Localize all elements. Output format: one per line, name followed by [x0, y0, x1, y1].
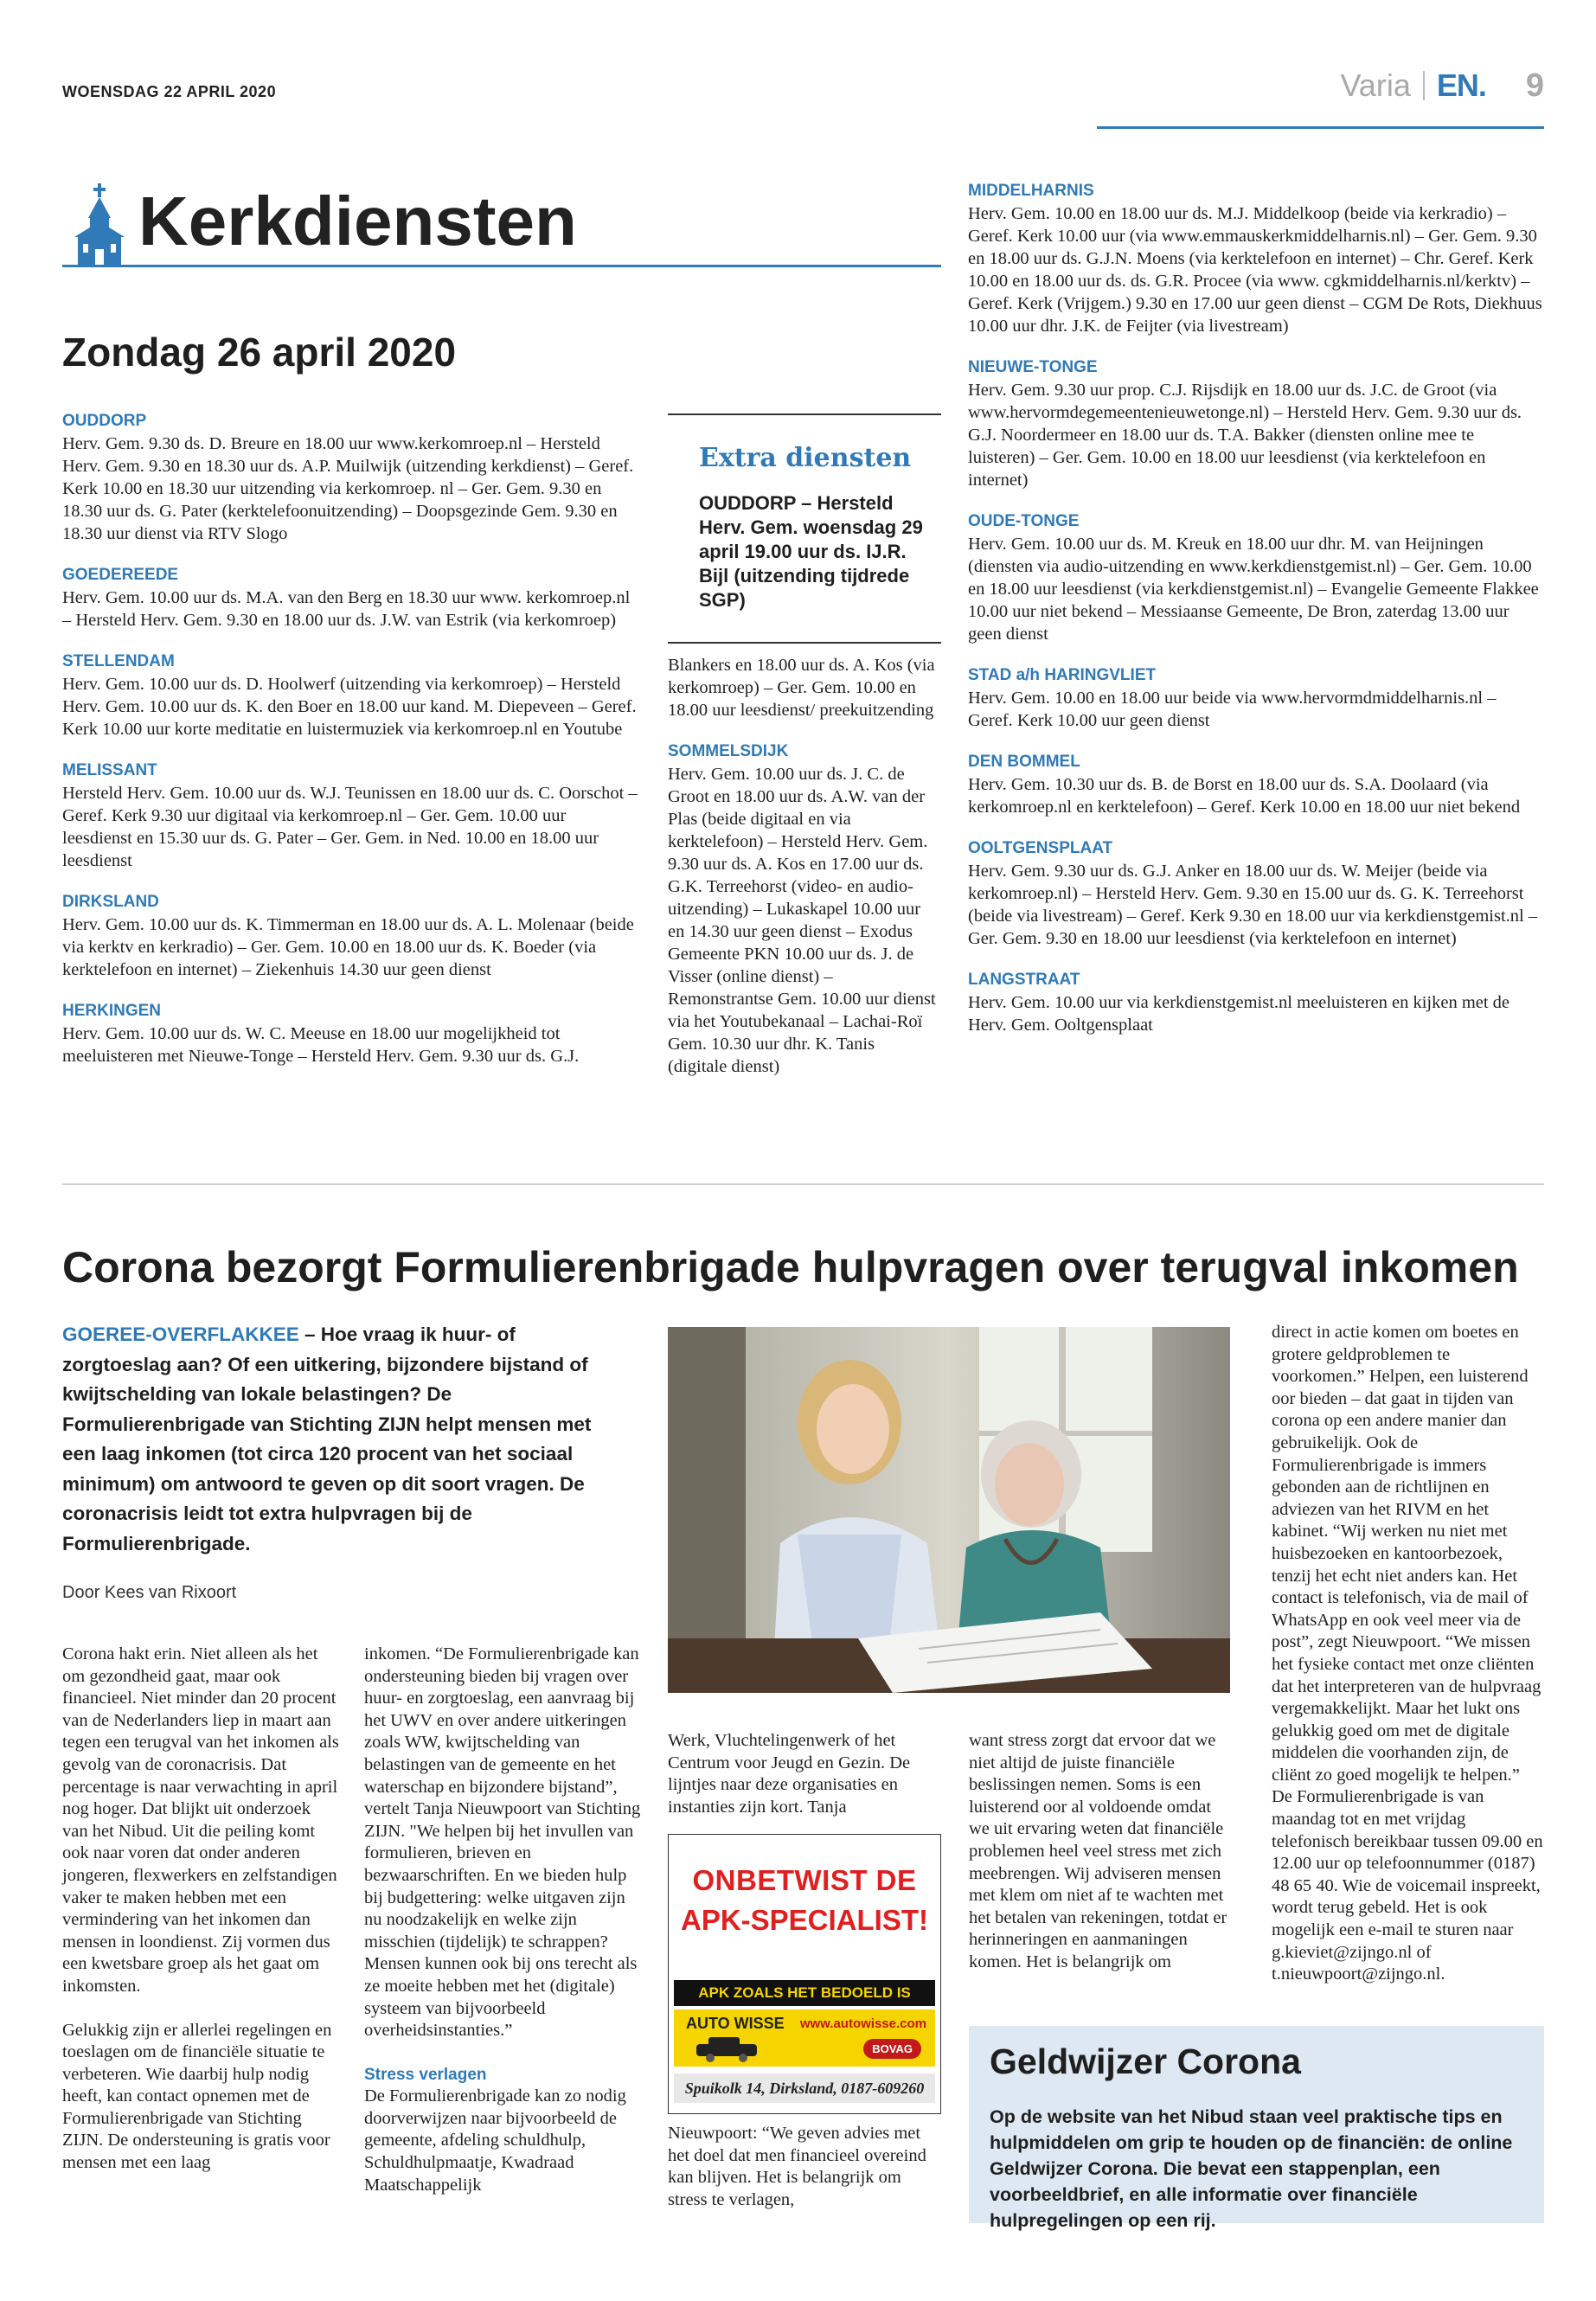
paragraph: inkomen. “De Formulierenbrigade kan ondersteuning bieden bij vragen over huur- en zorgtoeslag, een aanvraag bij het UWV en over andere uitkeringen zoals WW, kwijtschelding van belastingen van de gemeente en het waterschap en bijzondere bijstand”, vertelt Tanja Nieuwpoort van Stichting ZIJN. "We helpen bij het invullen van formulieren, brieven en bezwaarschriften. En we bieden hulp bij budgettering: welke uitgaven zijn nu noodzakelijk en welke zijn misschien (tijdelijk) te schrappen? Mensen kunnen ook bij ons terecht als ze moeite hebben met het (digitale) systeem van bijvoorbeeld overheidsinstanties.”: [364, 1644, 641, 2041]
service-text: Herv. Gem. 10.00 uur ds. M.A. van den Berg en 18.30 uur www. kerkomroep.nl – Hersteld Herv. Gem. 9.30 en 18.00 uur ds. J.W. van Estrik (via kerkomroep): [62, 588, 631, 630]
info-box: [969, 2026, 1544, 2231]
town-name: GOEDEREEDE: [62, 566, 179, 584]
ad-url: www.autowisse.com: [799, 2016, 926, 2031]
service-text: Herv. Gem. 10.00 uur via kerkdienstgemist.nl meeluisteren en kijken met de Herv. Gem. Ooltgensplaat: [968, 993, 1510, 1035]
ad-tagline: APK ZOALS HET BEDOELD IS: [674, 1980, 935, 2006]
article-column-3: [668, 1730, 945, 1840]
services-column-3: [968, 180, 1544, 1036]
article-headline: Corona bezorgt Formulierenbrigade hulpvragen over terugval inkomen: [62, 1243, 1519, 1292]
services-column-2: [668, 654, 938, 1078]
car-icon: [693, 2034, 762, 2063]
byline: Door Kees van Rixoort: [62, 1583, 237, 1602]
service-text: Blankers en 18.00 uur ds. A. Kos (via kerkomroep) – Ger. Gem. 10.00 en 18.00 uur leesdienst/ preekuitzending: [668, 656, 935, 720]
article-lead: [62, 1320, 616, 1559]
town-name: DEN BOMMEL: [968, 753, 1080, 771]
page-number: 9: [1525, 67, 1544, 104]
section-title: Kerkdiensten: [138, 183, 577, 260]
page-header-right: [1340, 66, 1544, 106]
service-text: Hersteld Herv. Gem. 10.00 uur ds. W.J. Teunissen en 18.00 uur ds. C. Oorschot – Geref. Kerk 9.30 uur digitaal via kerkomroep.nl – Ger. Gem. 10.00 uur leesdienst en 15.30 uur ds. G. Pater – Ger. Gem. in Ned. 10.00 en 18.00 uur leesdienst: [62, 784, 638, 870]
service-text: Herv. Gem. 10.00 uur ds. J. C. de Groot en 18.00 uur ds. A.W. van der Plas (beide digitaal en via kerktelefoon) – Hersteld Herv. Gem. 9.30 uur ds. A. Kos en 17.00 uur ds. G.K. Terreehorst (video- en audio-uitzending) – Lukaskapel 10.00 uur en 14.30 uur geen dienst – Exodus Gemeente PKN 10.00 uur ds. J. de Visser (online dienst) – Remonstrantse Gem. 10.00 uur dienst via het Youtubekanaal – Lachai-Roï Gem. 10.30 uur dhr. K. Tanis (digitale dienst): [668, 765, 936, 1076]
ad-headline-1: ONBETWIST DE: [692, 1864, 917, 1896]
town-name: STAD a/h HARINGVLIET: [968, 666, 1157, 684]
publication-logo: EN.: [1436, 67, 1486, 103]
service-text: Herv. Gem. 10.00 en 18.00 uur ds. M.J. Middelkoop (beide via kerkradio) – Geref. Kerk 10.00 uur (via www.emmauskerkmiddelharnis.nl) – Ger. Gem. 9.30 en 18.00 uur ds. G.J.N. Moens (via kerktelefoon en internet) – Chr. Geref. Kerk 10.00 en 18.00 uur ds. ds. G.R. Procee (via www. cgkmiddelharnis.nl/kerktv) – Geref. Kerk (Vrijgem.) 9.30 en 17.00 uur geen dienst – CGM De Rots, Diekhuus 10.00 uur dhr. J.K. de Feijter (via livestream): [968, 204, 1542, 336]
subheading: Stress verlagen: [364, 2065, 487, 2084]
paragraph: direct in actie komen om boetes en grotere geldproblemen te voorkomen.” Helpen, een luisterend oor bieden – dat gaat in tijden van corona op een andere manier dan gebruikelijk. Ook de Formulierenbrigade is immers gebonden aan de richtlijnen en adviezen van het RIVM en het kabinet. “Wij werken nu niet met huisbezoeken en kantoorbezoek, tenzij het echt niet anders kan. Het contact is telefonisch, via de mail of WhatsApp en ook veel meer via de post”, zegt Nieuwpoort. “We missen het fysieke contact met onze cliënten dat het interpreteren van de hulpvraag vergemakkelijkt. Maar het lukt ons gelukkig goed om met de digitale middelen die voorhanden zijn, de cliënt zo goed mogelijk te helpen.” De Formulierenbrigade is van maandag tot en met vrijdag telefonisch bereikbaar tussen 09.00 en 12.00 uur op telefoonnummer (0187) 48 65 40. Wie de voicemail inspreekt, wordt terug gebeld. Het is ook mogelijk een e-mail te sturen naar g.kieviet@zijngo.nl of t.nieuwpoort@zijngo.nl.: [1272, 1323, 1543, 1984]
article-column-4: [969, 1730, 1228, 1996]
extra-services-title: Extra diensten: [699, 443, 912, 473]
services-column-1: [62, 410, 638, 1067]
service-text: Herv. Gem. 10.30 uur ds. B. de Borst en 18.00 uur ds. S.A. Doolaard (via kerkomroep.nl en kerktelefoon) – Geref. Kerk 10.00 en 18.00 uur niet bekend: [968, 775, 1521, 817]
paragraph: Gelukkig zijn er allerlei regelingen en toeslagen om de financiële situatie te verbeteren. Wie daarbij hulp nodig heeft, kan contact opnemen met de Formulierenbrigade van Stichting ZIJN. De ondersteuning is gratis voor mensen met een laag: [62, 2020, 332, 2173]
paragraph: De Formulierenbrigade kan zo nodig doorverwijzen naar bijvoorbeeld de gemeente, afdeling schuldhulp, Schuldhulpmaatje, Kwadraad Maatschappelijk: [364, 2086, 626, 2195]
article-photo: [668, 1327, 1230, 1693]
article-column-3-continued: [668, 2123, 945, 2233]
service-text: Herv. Gem. 9.30 ds. D. Breure en 18.00 uur www.kerkomroep.nl – Hersteld Herv. Gem. 9.30 en 18.30 uur ds. A.P. Muilwijk (uitzending kerkdienst) – Geref. Kerk 10.00 en 18.30 uur uitzending via kerkomroep. nl – Ger. Gem. 9.30 en 18.30 uur ds. G. Pater (kerktelefoonuitzending) – Doopsgezinde Gem. 9.30 en 18.30 uur dienst via RTV Slogo: [62, 434, 634, 543]
advertisement[interactable]: [668, 1834, 941, 2114]
dateline: GOEREE-OVERFLAKKEE: [62, 1324, 299, 1345]
church-icon: [71, 183, 128, 270]
service-text: Herv. Gem. 10.00 uur ds. W. C. Meeuse en 18.00 uur mogelijkheid tot meeluisteren met Nieuwe-Tonge – Hersteld Herv. Gem. 9.30 uur ds. G.J.: [62, 1024, 580, 1066]
town-name: SOMMELSDIJK: [668, 742, 789, 760]
extra-box-bottom-rule: [668, 642, 941, 644]
info-box-text: Op de website van het Nibud staan veel praktische tips en hulpmiddelen om grip te houden op de financiën: de online Geldwijzer Corona. Die bevat een stappenplan, een voorbeeldbrief, en alle informatie over financiële hulpregelingen op een rij.: [990, 2106, 1513, 2231]
town-name: MIDDELHARNIS: [968, 182, 1094, 200]
ad-logo-strip: [674, 2009, 935, 2067]
ad-address: Spuikolk 14, Dirksland, 0187-609260: [674, 2073, 935, 2103]
paragraph: want stress zorgt dat ervoor dat we niet altijd de juiste financiële beslissingen nemen. Soms is een luisterend oor al voldoende omdat we uit ervaring weten dat financiële problemen heel veel stress met zich meebrengen. Wij adviseren mensen met klem om niet af te wachten met het betalen van rekeningen, totdat er herinneringen en aanmaningen komen. Het is belangrijk om: [969, 1731, 1227, 1971]
town-name: HERKINGEN: [62, 1002, 162, 1020]
ad-badge: BOVAG: [863, 2039, 921, 2059]
paragraph: Nieuwpoort: “We geven advies met het doel dat men financieel overeind kan blijven. Het is belangrijk om stress te verlagen,: [668, 2124, 926, 2209]
section-separator: [62, 1183, 1544, 1185]
extra-box-top-rule: [668, 413, 941, 415]
service-text: Herv. Gem. 9.30 uur prop. C.J. Rijsdijk en 18.00 uur ds. J.C. de Groot (via www.hervormdegemeentenieuwetonge.nl) – Hersteld Herv. Gem. 9.30 uur ds. G.J. Noordermeer en 18.00 uur ds. T.A. Bakker (diensten online mee te luisteren) – Ger. Gem. 10.00 en 18.00 uur leesdienst (via kerktelefoon en internet): [968, 381, 1522, 490]
section-rule: [62, 265, 941, 267]
town-name: DIRKSLAND: [62, 893, 159, 911]
town-name: MELISSANT: [62, 761, 157, 779]
lead-text: – Hoe vraag ik huur- of zorgtoeslag aan? Of een uitkering, bijzondere bijstand of kwijtschelding van lokale belastingen? De Formulierenbrigade van Stichting ZIJN helpt mensen met een laag inkomen (tot circa 120 procent van het sociaal minimum) om antwoord te geven op dit soort vragen. De coronacrisis leidt tot extra hulpvragen bij de Formulierenbrigade.: [62, 1324, 592, 1554]
service-text: Herv. Gem. 10.00 uur ds. D. Hoolwerf (uitzending via kerkomroep) – Hersteld Herv. Gem. 10.00 uur ds. K. den Boer en 18.00 uur kand. M. Diepeveen – Geref. Kerk 10.00 uur korte meditatie en luistermuziek via kerkomroep.nl en Youtube: [62, 675, 637, 739]
town-name: LANGSTRAAT: [968, 971, 1080, 989]
extra-services-text: OUDDORP – Hersteld Herv. Gem. woensdag 29 april 19.00 uur ds. IJ.R. Bijl (uitzending tijdrede SGP): [699, 492, 923, 611]
town-name: NIEUWE-TONGE: [968, 358, 1098, 376]
town-name: STELLENDAM: [62, 652, 175, 670]
article-column-2: [364, 1644, 641, 2218]
issue-date: WOENSDAG 22 APRIL 2020: [62, 83, 277, 100]
date-heading: Zondag 26 april 2020: [62, 330, 457, 375]
header-rule: [1097, 126, 1544, 129]
town-name: OOLTGENSPLAAT: [968, 839, 1113, 857]
paragraph: Corona hakt erin. Niet alleen als het om gezondheid gaat, maar ook financieel. Niet minder dan 20 procent van de Nederlanders liep in maart aan tegen een terugval van het inkomen als gevolg van de coronacrisis. Dat percentage is naar verwachting in april nog hoger. Dat blijkt uit onderzoek van het Nibud. Uit die peiling komt ook naar voren dat onder anderen jongeren, flexwerkers en zelfstandigen vaker te maken hebben met een vermindering van het inkomen dan mensen in loondienst. Zij vormen dus een kwetsbare groep als het gaat om inkomsten.: [62, 1644, 339, 1996]
town-name: OUDDORP: [62, 412, 147, 430]
service-text: Herv. Gem. 10.00 uur ds. K. Timmerman en 18.00 uur ds. A. L. Molenaar (beide via kerktv en kerkradio) – Ger. Gem. 10.00 en 18.00 uur ds. K. Boeder (via kerktelefoon en internet) – Ziekenhuis 14.30 uur geen dienst: [62, 915, 634, 979]
town-name: OUDE-TONGE: [968, 512, 1080, 530]
service-text: Herv. Gem. 9.30 uur ds. G.J. Anker en 18.00 uur ds. W. Meijer (beide via kerkomroep.nl) – Hersteld Herv. Gem. 9.30 en 15.00 uur ds. G. K. Terreehorst (beide via livestream) – Geref. Kerk 9.30 en 18.00 uur via kerkdienstgemist.nl – Ger. Gem. 9.30 en 18.00 uur leesdienst (via kerktelefoon en internet): [968, 862, 1538, 948]
article-column-1: [62, 1644, 339, 2196]
info-box-title: Geldwijzer Corona: [990, 2041, 1301, 2081]
header-divider: [1423, 71, 1425, 100]
article-column-5: [1272, 1322, 1544, 2008]
ad-headline-2: APK-SPECIALIST!: [680, 1904, 928, 1936]
service-text: Herv. Gem. 10.00 uur ds. M. Kreuk en 18.00 uur dhr. M. van Heijningen (diensten via audio-uitzending en www.kerkdienstgemist.nl) – Ger. Gem. 10.00 en 18.00 uur leesdienst (via kerkdienstgemist.nl) – Evangelie Gemeente Flakkee 10.00 uur niet bekend – Messiaanse Gemeente, De Bron, zaterdag 13.00 uur geen dienst: [968, 535, 1539, 644]
paragraph: Werk, Vluchtelingenwerk of het Centrum voor Jeugd en Gezin. De lijntjes naar deze organisaties en instanties zijn kort. Tanja: [668, 1731, 911, 1817]
section-name: Varia: [1340, 67, 1411, 103]
ad-brand: AUTO WISSE: [686, 2015, 785, 2032]
service-text: Herv. Gem. 10.00 en 18.00 uur beide via www.hervormdmiddelharnis.nl – Geref. Kerk 10.00 uur geen dienst: [968, 689, 1497, 730]
